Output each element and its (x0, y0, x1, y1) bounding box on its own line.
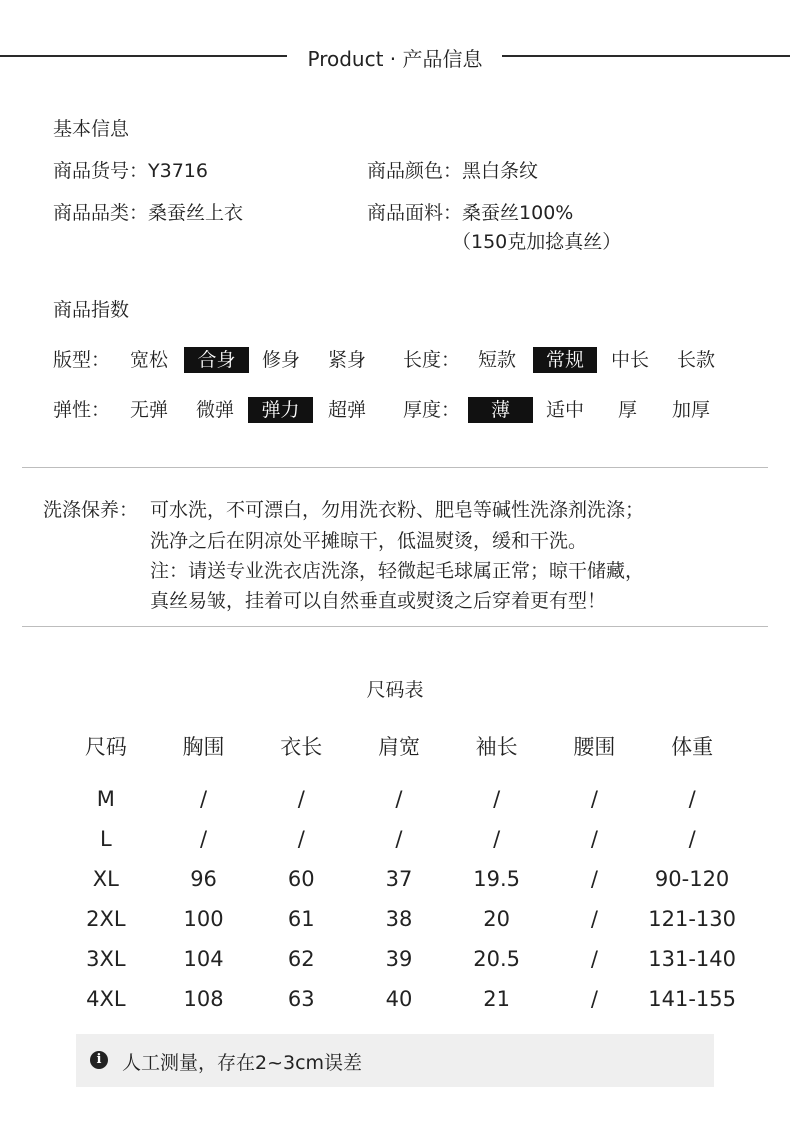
elasticity-option-slight: 微弹 (196, 399, 235, 421)
table-cell: 60 (287, 867, 315, 891)
table-cell: / (590, 827, 598, 851)
table-cell: / (590, 907, 598, 931)
category-label: 商品品类： (53, 202, 149, 224)
fit-option-slim: 修身 (262, 349, 301, 371)
item-no-row (53, 159, 208, 183)
thickness-option-thin-selected: 薄 (468, 397, 533, 423)
table-row (57, 979, 741, 1019)
table-cell: / (395, 827, 403, 851)
header-chest: 胸围 (182, 735, 225, 759)
divider-bottom (22, 626, 768, 627)
thickness-option-medium: 适中 (546, 399, 585, 421)
divider-top (22, 467, 768, 468)
table-row (57, 939, 741, 979)
table-row (57, 859, 741, 899)
header-sleeve: 袖长 (475, 735, 518, 759)
info-icon: i (90, 1051, 108, 1069)
color-value: 黑白条纹 (462, 160, 539, 182)
table-cell: M (96, 787, 115, 811)
thickness-label: 厚度： (403, 399, 461, 421)
fit-option-tight: 紧身 (328, 349, 367, 371)
table-cell: 38 (385, 907, 413, 931)
table-cell: 121-130 (648, 907, 736, 931)
length-option-regular-selected: 常规 (533, 347, 597, 373)
length-option-long: 长款 (677, 349, 716, 371)
size-table-header-row (57, 727, 741, 779)
fit-label: 版型： (53, 349, 111, 371)
thickness-option-extra-thick: 加厚 (672, 399, 711, 421)
length-option-mid: 中长 (611, 349, 650, 371)
header-length: 衣长 (280, 735, 323, 759)
table-cell: L (100, 827, 112, 851)
header-waist: 腰围 (573, 735, 616, 759)
category-row (53, 201, 243, 225)
category-value: 桑蚕丝上衣 (148, 202, 244, 224)
care-line-2: 洗净之后在阴凉处平摊晾干，低温熨烫，缓和干洗。 (150, 530, 588, 552)
page-title: Product · 产品信息 (307, 47, 483, 71)
table-cell: 20 (483, 907, 511, 931)
table-cell: 4XL (86, 987, 126, 1011)
table-cell: 61 (287, 907, 315, 931)
color-row (367, 159, 538, 183)
elasticity-option-super: 超弹 (328, 399, 367, 421)
index-title: 商品指数 (53, 299, 130, 321)
care-line-3: 注：请送专业洗衣店洗涤，轻微起毛球属正常；晾干储藏， (150, 560, 645, 582)
measurement-note-text: 人工测量，存在2~3cm误差 (122, 1052, 363, 1074)
header-size: 尺码 (84, 735, 127, 759)
header-rule-right (502, 55, 790, 57)
header-weight: 体重 (671, 735, 714, 759)
length-option-short: 短款 (478, 349, 517, 371)
table-cell: / (297, 787, 305, 811)
size-chart-title: 尺码表 (366, 679, 424, 701)
thickness-option-thick: 厚 (618, 399, 638, 421)
length-label: 长度： (403, 349, 461, 371)
table-cell: 37 (385, 867, 413, 891)
table-cell: 100 (183, 907, 224, 931)
table-cell: 19.5 (473, 867, 521, 891)
care-line-4: 真丝易皱，挂着可以自然垂直或熨烫之后穿着更有型！ (150, 590, 607, 612)
table-cell: / (590, 867, 598, 891)
table-cell: 20.5 (473, 947, 521, 971)
item-no-value: Y3716 (148, 160, 208, 182)
fit-option-loose: 宽松 (130, 349, 169, 371)
header-shoulder: 肩宽 (377, 735, 420, 759)
fit-option-regular-selected: 合身 (184, 347, 249, 373)
table-row (57, 779, 741, 819)
elasticity-option-none: 无弹 (130, 399, 169, 421)
item-no-label: 商品货号： (53, 160, 149, 182)
table-cell: 21 (483, 987, 511, 1011)
table-cell: / (590, 787, 598, 811)
table-cell: / (688, 787, 696, 811)
table-row (57, 899, 741, 939)
table-cell: / (590, 947, 598, 971)
care-line-1: 可水洗，不可漂白，勿用洗衣粉、肥皂等碱性洗涤剂洗涤； (150, 499, 645, 521)
care-label: 洗涤保养： (43, 499, 139, 521)
fabric-label: 商品面料： (367, 202, 463, 224)
table-cell: 2XL (86, 907, 126, 931)
table-cell: 39 (385, 947, 413, 971)
table-cell: 104 (183, 947, 224, 971)
table-cell: 96 (190, 867, 217, 891)
table-cell: 62 (287, 947, 315, 971)
table-cell: / (493, 787, 501, 811)
table-cell: / (200, 827, 208, 851)
fabric-row (367, 201, 573, 225)
table-cell: 63 (287, 987, 315, 1011)
fabric-value: 桑蚕丝100% (462, 202, 574, 224)
measurement-note (76, 1034, 714, 1087)
table-cell: 108 (183, 987, 224, 1011)
table-cell: 90-120 (654, 867, 730, 891)
table-cell: / (688, 827, 696, 851)
elasticity-label: 弹性： (53, 399, 111, 421)
table-cell: 131-140 (648, 947, 736, 971)
basic-info-title: 基本信息 (53, 118, 130, 140)
fabric-note: （150克加捻真丝） (452, 231, 622, 253)
table-cell: / (493, 827, 501, 851)
table-cell: / (395, 787, 403, 811)
table-cell: 141-155 (648, 987, 736, 1011)
size-table (57, 727, 741, 1019)
table-cell: / (200, 787, 208, 811)
table-cell: / (297, 827, 305, 851)
table-row (57, 819, 741, 859)
table-cell: 40 (385, 987, 413, 1011)
table-cell: XL (92, 867, 119, 891)
color-label: 商品颜色： (367, 160, 463, 182)
table-cell: / (590, 987, 598, 1011)
elasticity-option-stretch-selected: 弹力 (248, 397, 313, 423)
table-cell: 3XL (86, 947, 126, 971)
